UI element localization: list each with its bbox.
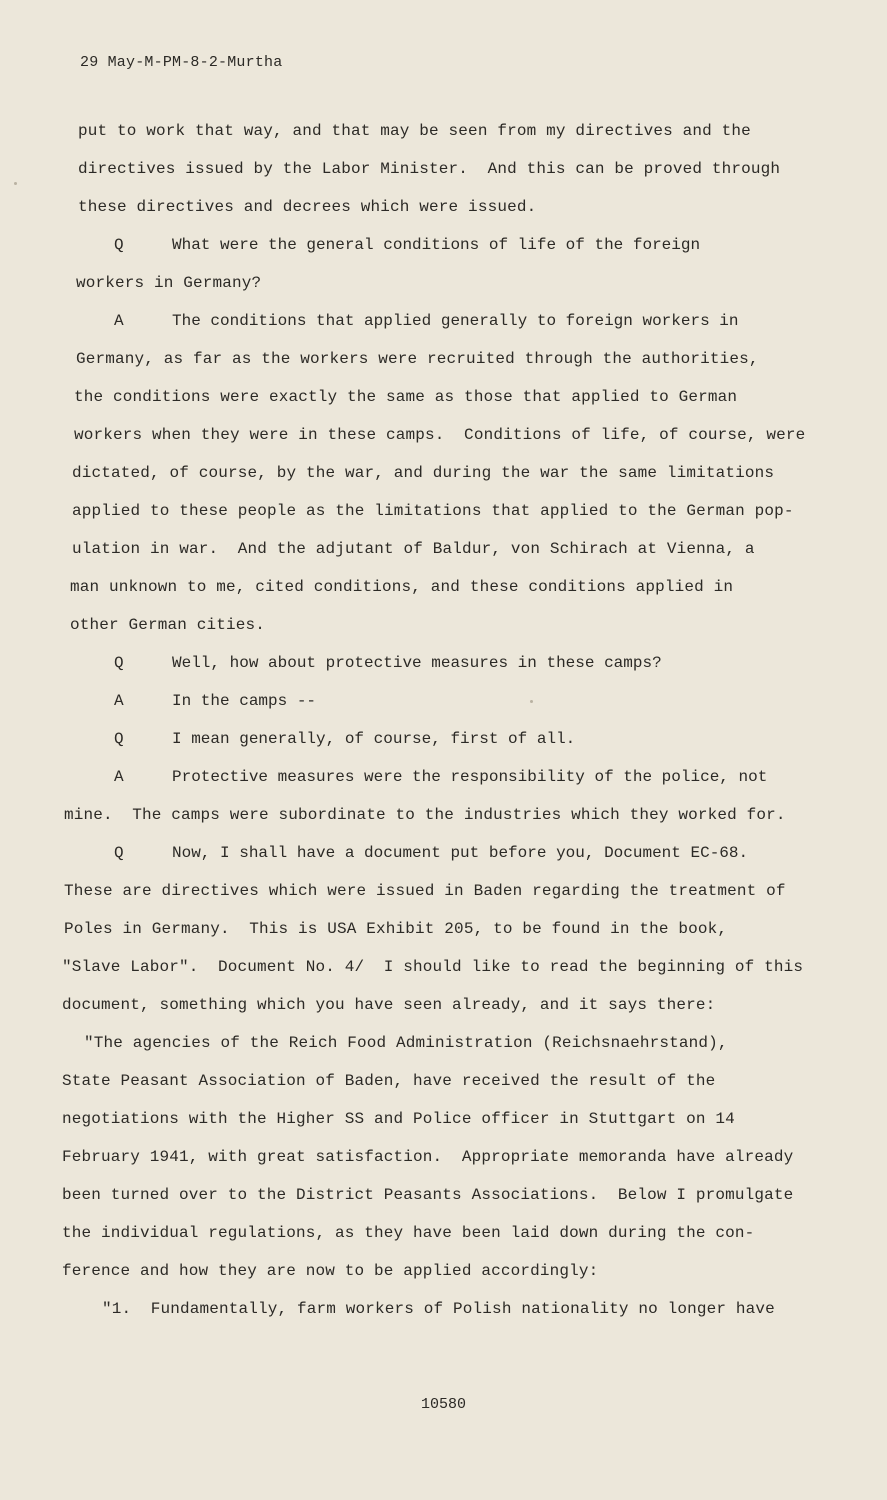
text-line: ulation in war. And the adjutant of Baldur, von Schirach at Vienna, a (72, 540, 755, 558)
question-marker: Q (114, 236, 124, 254)
transcript-body (62, 112, 806, 1328)
text-line: directives issued by the Labor Minister. And this can be proved through (78, 160, 781, 178)
text-line: dictated, of course, by the war, and during the war the same limitations (72, 464, 775, 482)
qa-line (62, 758, 802, 796)
text-line: been turned over to the District Peasants Associations. Below I promulgate (62, 1186, 794, 1204)
text-line: the conditions were exactly the same as those that applied to German (74, 388, 738, 406)
qa-text: Protective measures were the responsibility of the police, not (172, 768, 768, 786)
question-marker: Q (114, 654, 124, 672)
text-line: workers when they were in these camps. Conditions of life, of course, were (74, 426, 806, 444)
qa-text: Now, I shall have a document put before you, Document EC-68. (172, 844, 749, 862)
paper-speck (14, 182, 17, 185)
answer-marker: A (114, 768, 124, 786)
text-line: these directives and decrees which were issued. (78, 198, 537, 216)
qa-line (62, 644, 802, 682)
text-line: workers in Germany? (76, 274, 262, 292)
text-line: "1. Fundamentally, farm workers of Polish nationality no longer have (102, 1300, 775, 1318)
qa-text: What were the general conditions of life of the foreign (172, 236, 701, 254)
text-line: other German cities. (70, 616, 266, 634)
text-line: Poles in Germany. This is USA Exhibit 205, to be found in the book, (64, 920, 728, 938)
qa-line (62, 720, 802, 758)
paper-speck (530, 700, 533, 703)
question-marker: Q (114, 844, 124, 862)
question-marker: Q (114, 730, 124, 748)
text-line: mine. The camps were subordinate to the industries which they worked for. (64, 806, 786, 824)
text-line: February 1941, with great satisfaction. Appropriate memoranda have already (62, 1148, 794, 1166)
text-line: State Peasant Association of Baden, have received the result of the (62, 1072, 716, 1090)
qa-text: Well, how about protective measures in these camps? (172, 654, 662, 672)
page-number: 10580 (420, 1396, 466, 1413)
text-line: put to work that way, and that may be seen from my directives and the (78, 122, 751, 140)
text-line: "Slave Labor". Document No. 4/ I should like to read the beginning of this (62, 958, 804, 976)
text-line: These are directives which were issued in Baden regarding the treatment of (64, 882, 786, 900)
text-line: Germany, as far as the workers were recruited through the authorities, (76, 350, 759, 368)
text-line: man unknown to me, cited conditions, and these conditions applied in (70, 578, 734, 596)
qa-text: The conditions that applied generally to foreign workers in (172, 312, 739, 330)
qa-line (62, 226, 802, 264)
qa-text: In the camps -- (172, 692, 317, 710)
answer-marker: A (114, 312, 124, 330)
qa-line (62, 682, 802, 720)
qa-line (62, 834, 802, 872)
text-line: the individual regulations, as they have been laid down during the con- (62, 1224, 755, 1242)
text-line: "The agencies of the Reich Food Administration (Reichsnaehrstand), (84, 1034, 728, 1052)
qa-text: I mean generally, of course, first of all. (172, 730, 576, 748)
page-header: 29 May-M-PM-8-2-Murtha (80, 54, 283, 71)
qa-line (62, 302, 802, 340)
text-line: document, something which you have seen already, and it says there: (62, 996, 716, 1014)
text-line: applied to these people as the limitations that applied to the German pop- (72, 502, 794, 520)
text-line: negotiations with the Higher SS and Police officer in Stuttgart on 14 (62, 1110, 735, 1128)
answer-marker: A (114, 692, 124, 710)
text-line: ference and how they are now to be applied accordingly: (62, 1262, 599, 1280)
